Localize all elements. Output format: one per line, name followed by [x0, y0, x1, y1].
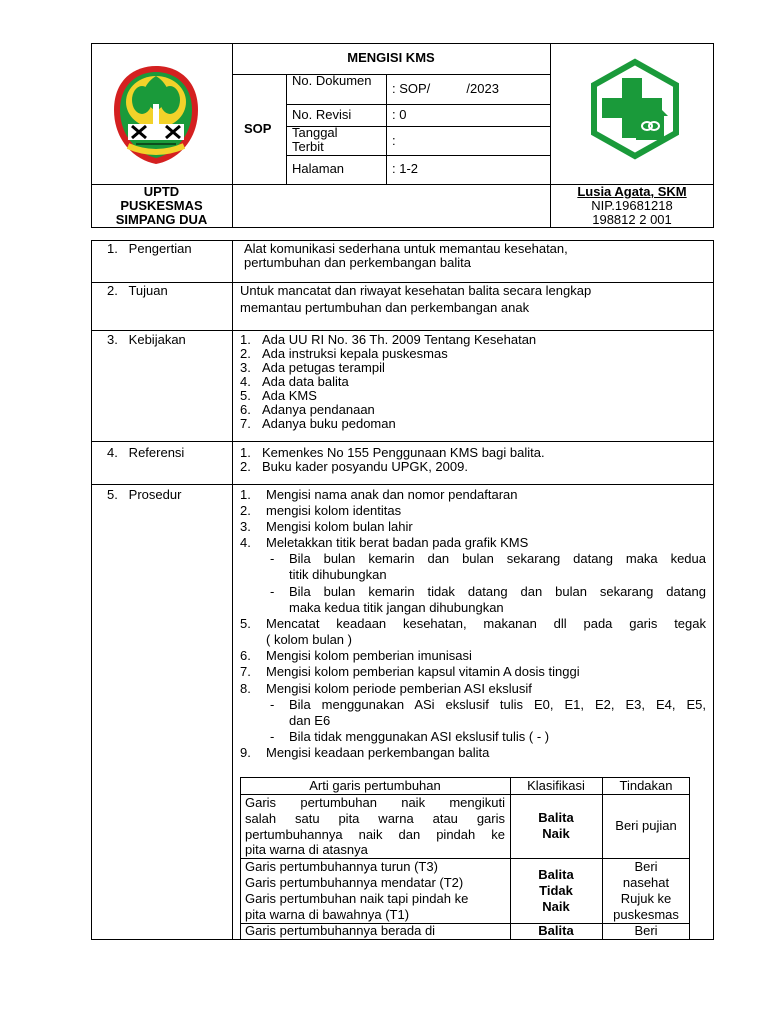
header-divider	[286, 104, 550, 105]
section-text: Untuk mancatat dan riwayat kesehatan balita secara lengkap	[240, 283, 592, 298]
list-num: 6.	[240, 402, 251, 417]
body-divider	[91, 484, 714, 485]
list-num: 2.	[240, 459, 251, 474]
org-line: UPTD	[143, 184, 180, 199]
header-divider	[286, 155, 550, 156]
list-item: titik dihubungkan	[289, 567, 387, 582]
section-text: Alat komunikasi sederhana untuk memantau kesehatan,	[244, 241, 568, 256]
list-item: Meletakkan titik berat badan pada grafik KMS	[266, 535, 529, 550]
list-num: 2.	[240, 346, 251, 361]
list-item: Adanya buku pedoman	[262, 416, 396, 431]
growth-desc: Garis pertumbuhannya mendatar (T2)	[245, 875, 464, 890]
list-dash: -	[270, 584, 275, 599]
list-item: Kemenkes No 155 Penggunaan KMS bagi balita.	[262, 445, 545, 460]
list-item: Bila bulan kemarin dan bulan sekarang datang maka kedua	[289, 551, 706, 566]
row-label-no-dokumen: No. Dokumen	[292, 73, 372, 88]
section-text: pertumbuhan dan perkembangan balita	[244, 255, 471, 270]
growth-desc: pertumbuhannya naik dan pindah ke	[245, 827, 505, 842]
list-item: mengisi kolom identitas	[266, 503, 402, 518]
list-item: Mengisi kolom pemberian kapsul vitamin A dosis tinggi	[266, 664, 580, 679]
list-item: Mengisi nama anak dan nomor pendaftaran	[266, 487, 518, 502]
section-label-kebijakan: 3. Kebijakan	[107, 332, 186, 347]
list-num: 3.	[240, 519, 251, 534]
list-item: Ada instruksi kepala puskesmas	[262, 346, 448, 361]
growth-desc: pita warna di atasnya	[245, 842, 368, 857]
header-divider	[286, 74, 287, 184]
list-item: Adanya pendanaan	[262, 402, 375, 417]
list-num: 4.	[240, 535, 251, 550]
growth-action: nasehat	[622, 875, 670, 890]
list-item: Mencatat keadaan kesehatan, makanan dll pada garis tegak	[266, 616, 706, 631]
list-item: Bila tidak menggunakan ASI ekslusif tulis ( - )	[289, 729, 550, 744]
growth-class: Tidak	[539, 883, 573, 898]
org-line: SIMPANG DUA	[115, 212, 208, 227]
list-num: 1.	[240, 332, 251, 347]
regency-logo-icon	[106, 60, 206, 172]
list-item: Mengisi kolom periode pemberian ASI ekslusif	[266, 681, 532, 696]
list-dash: -	[270, 697, 275, 712]
growth-desc: Garis pertumbuhannya turun (T3)	[245, 859, 438, 874]
row-value-no-revisi: : 0	[392, 107, 407, 122]
growth-desc: Garis pertumbuhan naik mengikuti	[245, 795, 505, 810]
row-value-tanggal-terbit: :	[392, 133, 396, 148]
section-label-referensi: 4. Referensi	[107, 445, 185, 460]
list-item: Mengisi keadaan perkembangan balita	[266, 745, 490, 760]
header-divider	[232, 43, 233, 228]
list-item: dan E6	[289, 713, 331, 728]
doc-title: MENGISI KMS	[347, 50, 435, 65]
row-value-halaman: : 1-2	[392, 161, 419, 176]
growth-class: Naik	[542, 899, 570, 914]
list-num: 5.	[240, 616, 251, 631]
row-label-tanggal-terbit: Tanggal Terbit	[292, 125, 338, 154]
list-num: 9.	[240, 745, 251, 760]
list-dash: -	[270, 729, 275, 744]
header-divider	[386, 74, 387, 184]
list-item: maka kedua titik jangan dihubungkan	[289, 600, 504, 615]
section-label-tujuan: 2. Tujuan	[107, 283, 168, 298]
list-item: Ada petugas terampil	[262, 360, 385, 375]
list-item: Bila menggunakan ASi ekslusif tulis E0, E1, E2, E3, E4, E5,	[289, 697, 706, 712]
signer-nip: 198812 2 001	[592, 212, 672, 227]
growth-action: Rujuk ke	[620, 891, 672, 906]
growth-desc: Garis pertumbuhannya berada di	[245, 923, 436, 938]
growth-desc: salah satu pita warna atau garis	[245, 811, 505, 826]
growth-desc: pita warna di bawahnya (T1)	[245, 907, 410, 922]
signer-nip: NIP.19681218	[591, 198, 673, 213]
list-dash: -	[270, 551, 275, 566]
growth-action: puskesmas	[613, 907, 679, 922]
section-label-pengertian: 1. Pengertian	[107, 241, 192, 256]
section-text: memantau pertumbuhan dan perkembangan anak	[240, 300, 530, 315]
list-num: 2.	[240, 503, 251, 518]
growth-header: Klasifikasi	[527, 778, 585, 793]
row-value-no-dokumen: : SOP/ /2023	[392, 81, 499, 96]
list-num: 7.	[240, 416, 251, 431]
growth-action: Beri pujian	[615, 818, 677, 833]
list-num: 1.	[240, 487, 251, 502]
signer-name: Lusia Agata, SKM	[577, 184, 687, 199]
growth-header: Arti garis pertumbuhan	[309, 778, 441, 793]
list-num: 1.	[240, 445, 251, 460]
growth-action: Beri	[634, 923, 658, 938]
body-divider	[91, 441, 714, 442]
org-line: PUSKESMAS	[120, 198, 203, 213]
puskesmas-logo-icon	[584, 58, 686, 160]
growth-class: Naik	[542, 826, 570, 841]
growth-class: Balita	[538, 923, 574, 938]
body-divider	[91, 330, 714, 331]
list-num: 5.	[240, 388, 251, 403]
growth-class: Balita	[538, 867, 574, 882]
list-item: Ada data balita	[262, 374, 349, 389]
list-num: 7.	[240, 664, 251, 679]
growth-class: Balita	[538, 810, 574, 825]
body-divider	[232, 240, 233, 940]
row-label-no-revisi: No. Revisi	[292, 107, 352, 122]
header-divider	[232, 74, 550, 75]
list-item: Bila bulan kemarin tidak datang dan bulan sekarang datang	[289, 584, 706, 599]
list-item: Mengisi kolom bulan lahir	[266, 519, 413, 534]
growth-header: Tindakan	[619, 778, 673, 793]
list-num: 8.	[240, 681, 251, 696]
sop-label: SOP	[244, 121, 272, 136]
list-num: 3.	[240, 360, 251, 375]
list-item: Buku kader posyandu UPGK, 2009.	[262, 459, 468, 474]
growth-action: Beri	[634, 859, 658, 874]
list-num: 4.	[240, 374, 251, 389]
list-item: ( kolom bulan )	[266, 632, 352, 647]
section-label-prosedur: 5. Prosedur	[107, 487, 182, 502]
list-item: Ada UU RI No. 36 Th. 2009 Tentang Kesehatan	[262, 332, 537, 347]
list-num: 6.	[240, 648, 251, 663]
growth-desc: Garis pertumbuhan naik tapi pindah ke	[245, 891, 469, 906]
row-label-halaman: Halaman	[292, 161, 345, 176]
list-item: Mengisi kolom pemberian imunisasi	[266, 648, 472, 663]
list-item: Ada KMS	[262, 388, 317, 403]
